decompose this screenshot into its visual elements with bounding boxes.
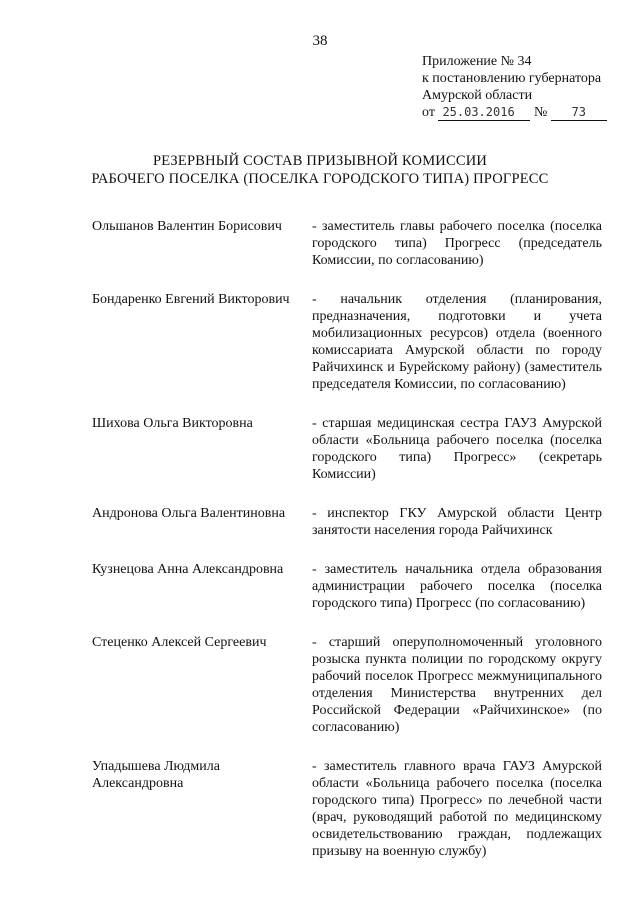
member-row [92,505,602,539]
decree-number-field [551,105,607,121]
member-name: Упадышева Людмила Александровна [92,759,220,791]
appendix-header [422,53,607,121]
member-name: Бондаренко Евгений Викторович [92,292,290,307]
member-name: Ольшанов Валентин Борисович [92,219,282,234]
member-position: - заместитель начальника отдела образования администрации рабочего поселка (поселка городского типа) Прогресс (по согласованию) [312,562,602,611]
number-sign: № [533,105,548,120]
member-row [92,561,602,612]
decree-date-field [438,105,530,121]
appendix-region: Амурской области [422,88,533,103]
appendix-decree-ref: к постановлению губернатора [422,71,602,86]
member-name: Кузнецова Анна Александровна [92,562,284,577]
member-row [92,415,602,483]
appendix-title: Приложение № 34 [422,54,532,69]
decree-date: 25.03.2016 [442,105,515,119]
page-number: 38 [312,33,328,49]
appendix-date-row [422,104,607,121]
title-line-1: РЕЗЕРВНЫЙ СОСТАВ ПРИЗЫВНОЙ КОМИССИИ [152,153,488,169]
member-row [92,291,602,393]
title-line-2: РАБОЧЕГО ПОСЕЛКА (ПОСЕЛКА ГОРОДСКОГО ТИПА) ПРОГРЕСС [91,171,549,187]
member-row [92,634,602,736]
member-position: - начальник отделения (планирования, предназначения, подготовки и учета мобилизационных ресурсов) отдела (военного комиссариата Амурской области по городу Райчихинск и Бурейскому району) (заместитель председателя Комиссии, по согласованию) [312,292,602,392]
member-name: Андронова Ольга Валентиновна [92,506,286,521]
member-position: - инспектор ГКУ Амурской области Центр занятости населения города Райчихинск [312,506,602,538]
member-position: - заместитель главного врача ГАУЗ Амурской области «Больница рабочего поселка (поселка городского типа) Прогресс» по лечебной части (врач, руководящий работой по медицинскому освидетельствованию граждан, подлежащих призыву на военную службу) [312,759,602,859]
member-position: - старшая медицинская сестра ГАУЗ Амурской области «Больница рабочего поселка (поселка городского типа) Прогресс» (секретарь Комиссии) [312,416,602,482]
member-row [92,218,602,269]
member-row [92,758,602,860]
member-position: - заместитель главы рабочего поселка (поселка городского типа) Прогресс (председатель Комиссии, по согласованию) [312,219,602,268]
decree-number: 73 [571,105,587,119]
member-name: Стеценко Алексей Сергеевич [92,635,267,650]
member-name: Шихова Ольга Викторовна [92,416,253,431]
date-prefix: от [422,105,435,120]
members-list [92,218,602,882]
document-title [0,152,640,188]
member-position: - старший оперуполномоченный уголовного розыска пункта полиции по городскому округу рабочий поселок Прогресс межмуниципального отделения Министерства внутренних дел Российской Федерации «Райчихинское» (по согласованию) [312,635,602,735]
